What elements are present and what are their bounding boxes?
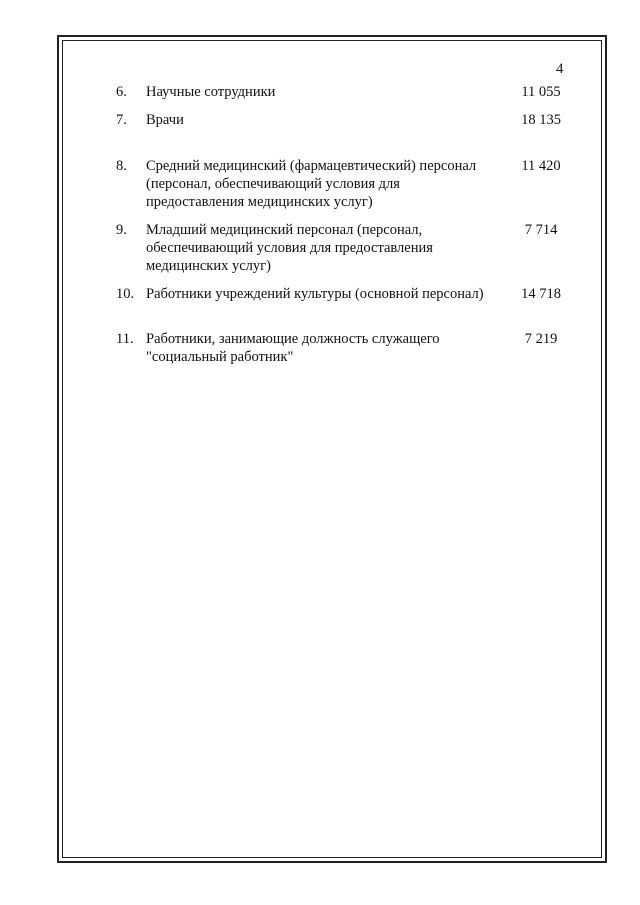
row-value: 14 718 <box>521 286 561 302</box>
row-number: 10. <box>116 286 135 302</box>
row-value: 11 420 <box>521 158 561 174</box>
row-number: 11. <box>116 331 134 347</box>
row-value: 7 219 <box>524 331 558 347</box>
row-number: 6. <box>116 84 127 100</box>
page-number: 4 <box>556 61 564 77</box>
row-title: Младший медицинский персонал (персонал, обеспечивающий условия для предоставления медицинских услуг) <box>146 222 433 274</box>
row-value: 7 714 <box>524 222 558 238</box>
row-title: Работники учреждений культуры (основной персонал) <box>146 286 484 302</box>
row-number: 8. <box>116 158 127 174</box>
row-title: Врачи <box>146 112 184 128</box>
row-title: Научные сотрудники <box>146 84 276 100</box>
row-number: 9. <box>116 222 127 238</box>
row-title: Работники, занимающие должность служащего "социальный работник" <box>146 331 440 365</box>
row-number: 7. <box>116 112 127 128</box>
row-value: 18 135 <box>521 112 561 128</box>
row-value: 11 055 <box>521 84 561 100</box>
row-title: Средний медицинский (фармацевтический) персонал (персонал, обеспечивающий условия для предоставления медицинских услуг) <box>146 158 477 210</box>
